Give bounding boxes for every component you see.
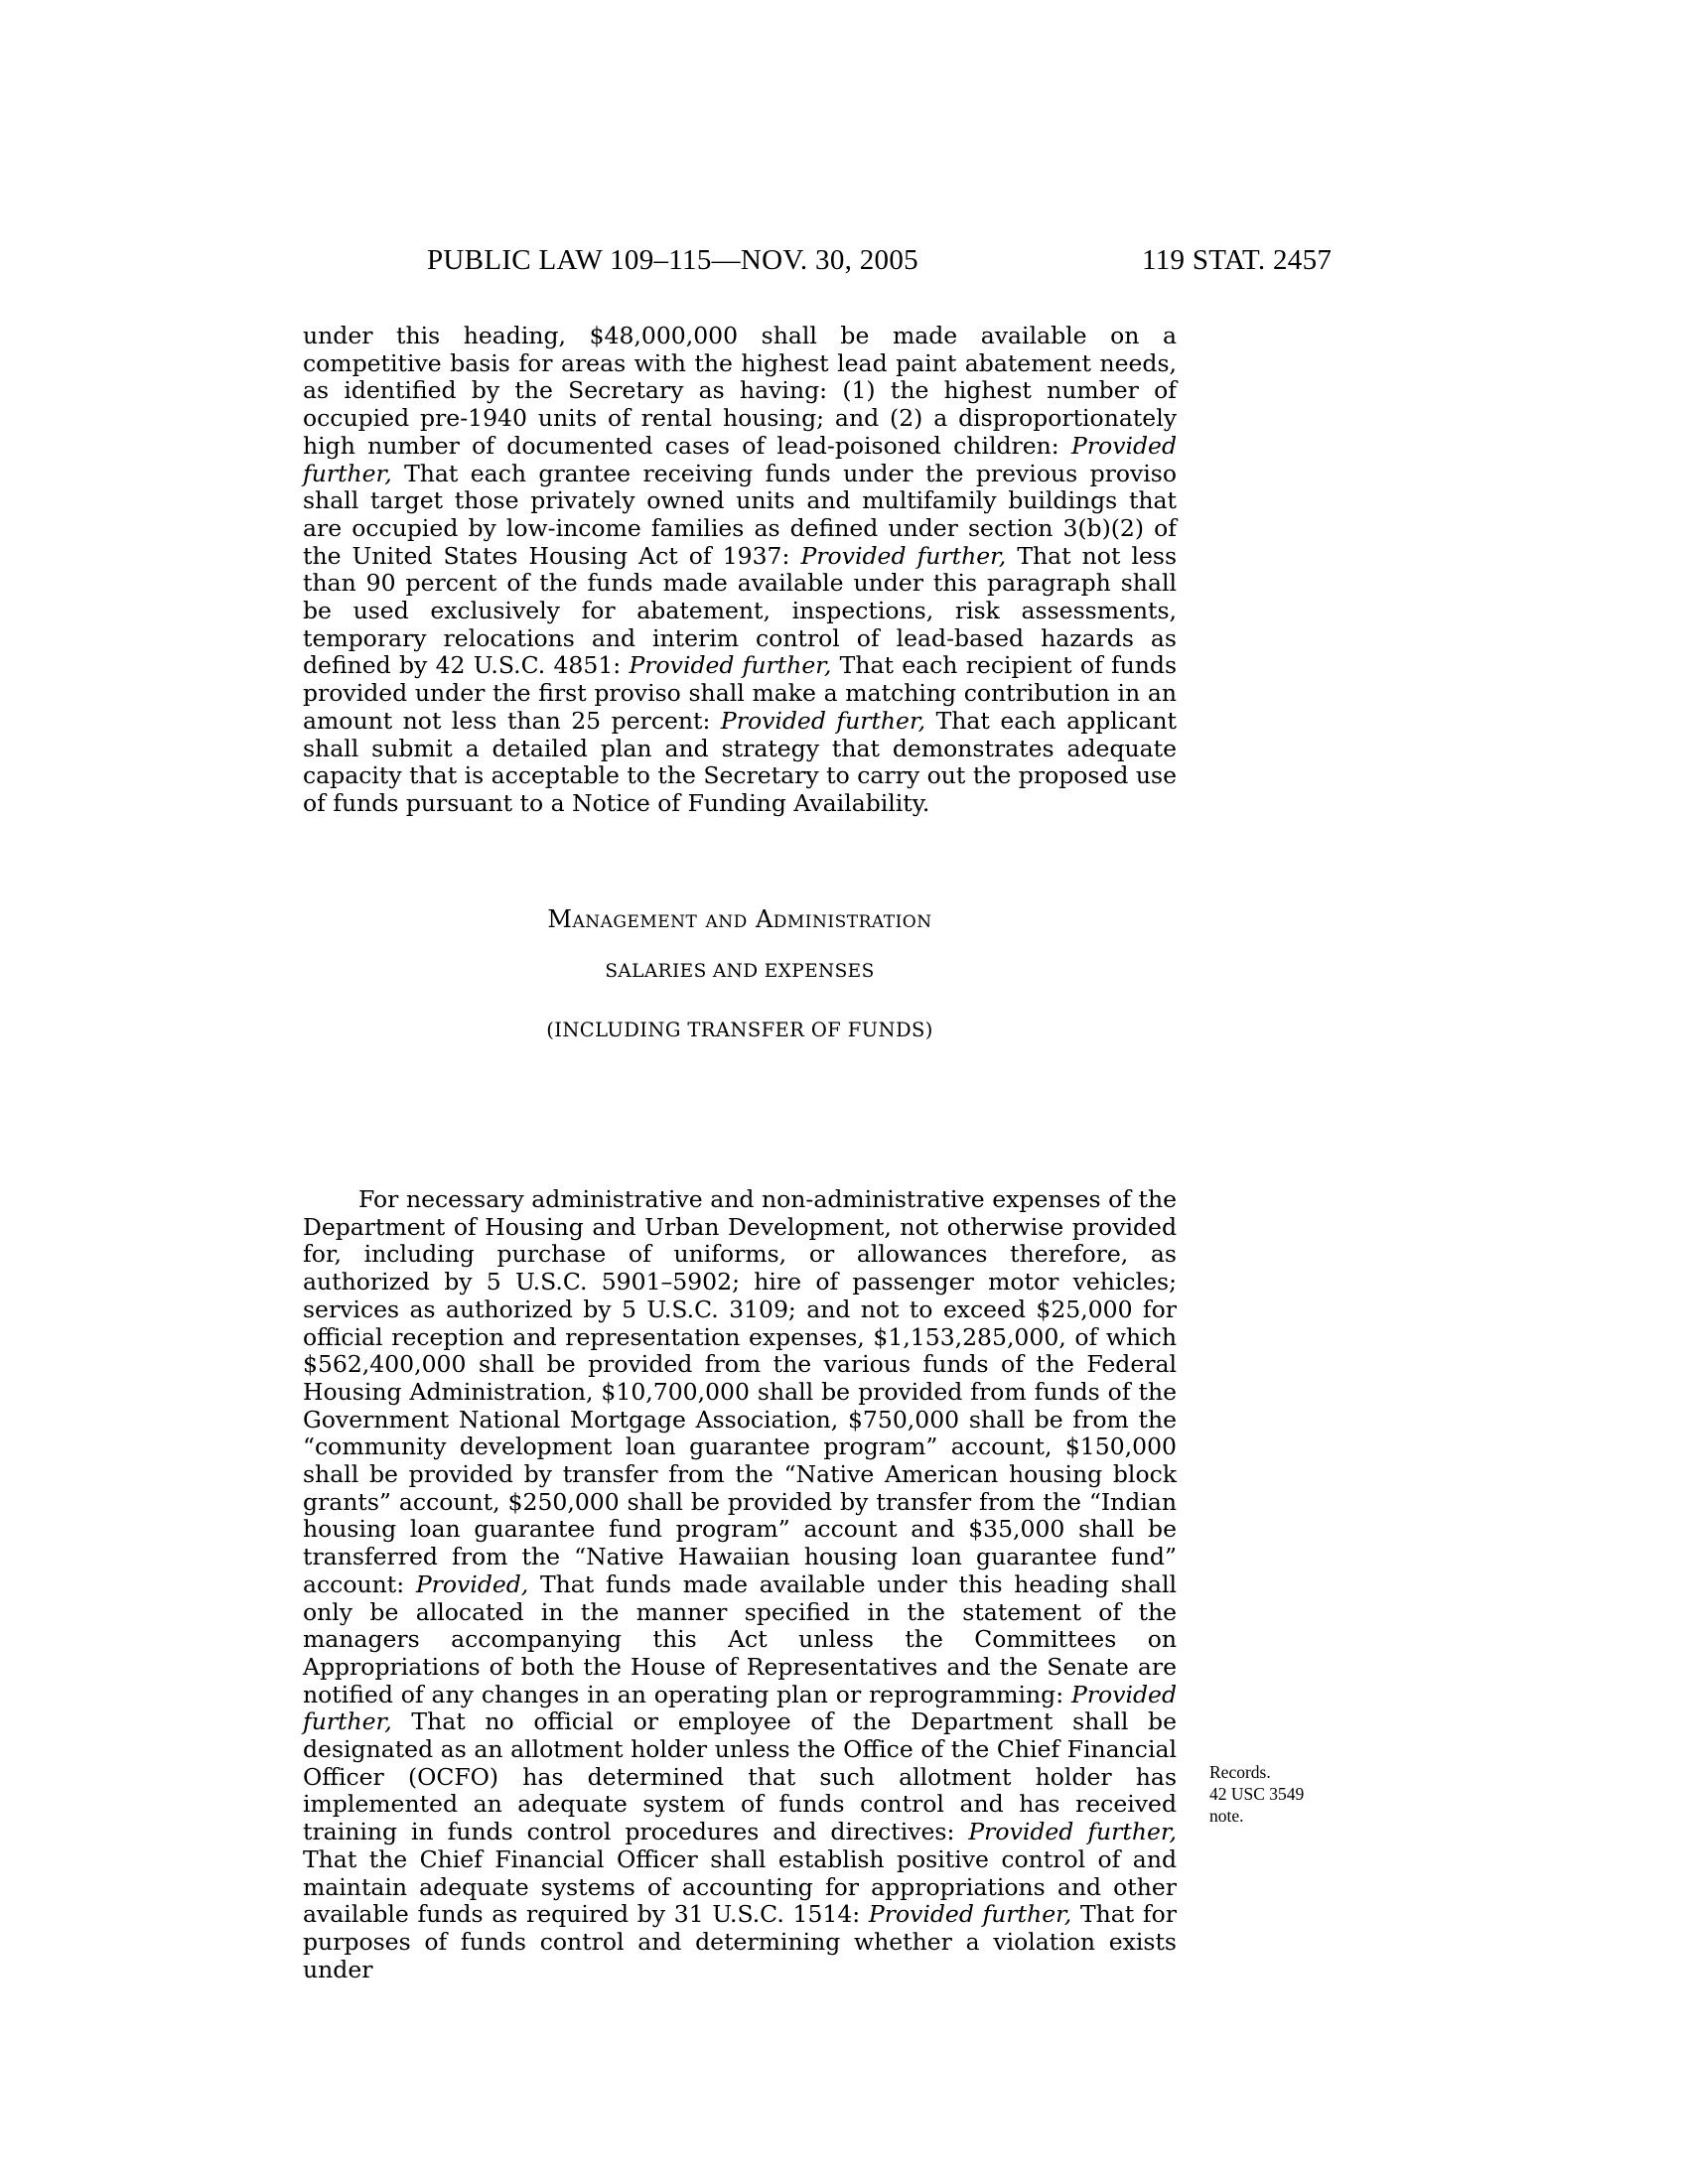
paragraph-text: [303, 323, 1177, 818]
margin-note-usc: 42 USC 3549: [1209, 1784, 1305, 1804]
paragraph-text: [303, 1186, 1177, 1983]
text-run: That each grantee receiving funds under the previous proviso shall target those privately owned units and multifamily buildings that are occupied by low-income families as defined under section 3(b)(2) of the United States Housing Act of 1937:: [303, 459, 1177, 570]
proviso-italic: Provided,: [415, 1570, 529, 1598]
proviso-italic: Provided further,: [868, 1900, 1072, 1929]
heading-salaries-expenses: SALARIES AND EXPENSES: [605, 961, 875, 982]
margin-note-records: Records.: [1209, 1762, 1271, 1782]
margin-note: [1209, 1761, 1304, 1827]
text-run: That for purposes of funds control and determining whether a violation exists under: [303, 1900, 1177, 1983]
text-run: For necessary administrative and non-administrative expenses of the Department of Housing and Urban Development, not otherwise provided for, including purchase of uniforms, or allowances therefore, as authorized by 5 U.S.C. 5901–5902; hire of passenger motor vehicles; services as authorized by 5 U.S.C. 3109; and not to exceed $25,000 for official reception and representation expenses, $1,153,285,000, of which $562,400,000 shall be provided from the various funds of the Federal Housing Administration, $10,700,000 shall be provided from funds of the Government National Mortgage Association, $750,000 shall be from the “community development loan guarantee program” account, $150,000 shall be provided by transfer from the “Native American housing block grants” account, $250,000 shall be provided by transfer from the “Indian housing loan guarantee fund program” account and $35,000 shall be transferred from the “Native Hawaiian housing loan guarantee fund” account:: [303, 1185, 1177, 1598]
margin-note-note: note.: [1209, 1806, 1244, 1826]
proviso-italic: Provided further,: [303, 431, 1177, 487]
text-run: That no official or employee of the Department shall be designated as an allotment holder unless the Office of the Chief Financial Officer (OCFO) has determined that such allotment holder has implemented an adequate system of funds control and has received training in funds control procedures and directives:: [303, 1707, 1177, 1846]
text-run: That each recipient of funds provided under the first proviso shall make a matching contribution in an amount not less than 25 percent:: [303, 651, 1178, 735]
text-run: That funds made available under this heading shall only be allocated in the manner specified in the statement of the managers accompanying this Act unless the Committees on Appropriations of both the House of Representatives and the Senate are notified of any changes in an operating plan or reprogramming:: [303, 1570, 1177, 1708]
body-paragraph-lead-hazard: [303, 323, 1177, 818]
body-paragraph-salaries: [303, 1186, 1177, 1983]
proviso-italic: Provided further,: [629, 651, 832, 680]
proviso-italic: Provided further,: [800, 541, 1007, 570]
text-run: That each applicant shall submit a detailed plan and strategy that demonstrates adequate capacity that is acceptable to the Secretary to carry out the proposed use of funds pursuant to a Notice of Funding Availability.: [303, 706, 1177, 817]
proviso-italic: Provided further,: [303, 1680, 1177, 1736]
proviso-italic: Provided further,: [968, 1818, 1177, 1846]
text-run: under this heading, $48,000,000 shall be made available on a competitive basis for areas with the highest lead paint abatement needs, as identified by the Secretary as having: (1) the highest number of occupied pre-1940 units of rental housing; and (2) a disproportionately high number of documented cases of lead-poisoned children:: [303, 322, 1177, 460]
stat-page-reference: 119 STAT. 2457: [1142, 244, 1333, 276]
heading-including-transfer: (INCLUDING TRANSFER OF FUNDS): [546, 1019, 933, 1041]
running-head: PUBLIC LAW 109–115—NOV. 30, 2005: [427, 244, 918, 276]
text-run: That not less than 90 percent of the funds made available under this paragraph shall be used exclusively for abatement, inspections, risk assessments, temporary relocations and interim control of lead-based hazards as defined by 42 U.S.C. 4851:: [303, 541, 1178, 680]
proviso-italic: Provided further,: [720, 706, 926, 735]
text-run: That the Chief Financial Officer shall establish positive control of and maintain adequate systems of accounting for appropriations and other available funds as required by 31 U.S.C. 1514:: [303, 1844, 1177, 1929]
heading-management-administration: Management and Administration: [547, 905, 932, 933]
